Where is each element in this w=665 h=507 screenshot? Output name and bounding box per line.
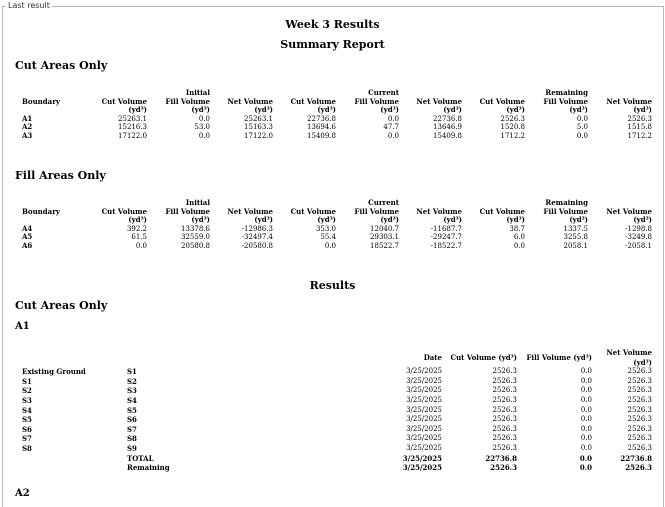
table-row bbox=[22, 115, 652, 124]
header-unit: (yd³) bbox=[569, 105, 588, 115]
volume-value: -11687.7 bbox=[430, 224, 462, 233]
header-net-volume: Net Volume (yd³) bbox=[606, 348, 652, 367]
volume-value: 0.0 bbox=[135, 241, 147, 250]
detail-value: 2526.3 bbox=[492, 395, 517, 404]
remaining-label: Remaining bbox=[127, 463, 170, 473]
surface-name: S4 bbox=[127, 395, 137, 405]
header-net-volume: Net Volume bbox=[416, 206, 462, 216]
volume-value: 12040.7 bbox=[370, 224, 399, 233]
header-row-units bbox=[22, 106, 652, 115]
header-unit: (yd³) bbox=[317, 215, 336, 225]
volume-value: -18522.7 bbox=[430, 241, 462, 250]
volume-value: 13378.6 bbox=[181, 224, 210, 233]
header-cut-volume: Cut Volume bbox=[101, 96, 147, 106]
header-unit: (yd³) bbox=[633, 105, 652, 115]
header-unit: (yd³) bbox=[506, 105, 525, 115]
detail-value: 2526.3 bbox=[492, 434, 517, 443]
table-row bbox=[22, 396, 652, 406]
header-date: Date bbox=[423, 352, 442, 362]
volume-value: 32559.0 bbox=[181, 233, 210, 242]
detail-value: 0.0 bbox=[580, 405, 592, 414]
volume-value: 1337.5 bbox=[563, 224, 588, 233]
boundary-name: A1 bbox=[22, 113, 33, 123]
detail-value: 3/25/2025 bbox=[406, 395, 442, 404]
surface-name: S8 bbox=[22, 443, 32, 453]
boundary-name: A4 bbox=[22, 223, 33, 233]
detail-value: 2526.3 bbox=[492, 386, 517, 395]
volume-value: 0.0 bbox=[576, 131, 588, 140]
header-group-label: Remaining bbox=[545, 198, 588, 207]
header-unit: (yd³) bbox=[254, 215, 273, 225]
surface-name: S7 bbox=[22, 434, 32, 444]
header-unit: (yd³) bbox=[317, 105, 336, 115]
volume-value: 1712.2 bbox=[500, 131, 525, 140]
table-row bbox=[22, 434, 652, 444]
table-row bbox=[22, 367, 652, 377]
volume-value: 0.0 bbox=[576, 114, 588, 123]
detail-value: 0.0 bbox=[580, 415, 592, 424]
detail-value: 2526.3 bbox=[492, 415, 517, 424]
total-value: 22736.8 bbox=[485, 453, 517, 463]
header-fill-volume: Fill Volume bbox=[543, 96, 588, 106]
header-unit: (yd³) bbox=[128, 215, 147, 225]
boundary-name: A2 bbox=[22, 122, 33, 132]
header-fill-volume: Fill Volume bbox=[165, 206, 210, 216]
header-unit: (yd³) bbox=[443, 105, 462, 115]
total-row bbox=[22, 454, 652, 464]
row-spacer bbox=[22, 454, 127, 464]
volume-value: 392.2 bbox=[126, 224, 147, 233]
table-row bbox=[22, 444, 652, 454]
detail-value: 2526.3 bbox=[627, 386, 652, 395]
header-unit: (yd³) bbox=[128, 105, 147, 115]
detail-header-row bbox=[22, 348, 652, 367]
volume-value: 18522.7 bbox=[370, 241, 399, 250]
remaining-value: 2526.3 bbox=[625, 463, 652, 473]
surface-name: S6 bbox=[127, 415, 137, 425]
header-spacer bbox=[22, 348, 127, 367]
remaining-value: 2526.3 bbox=[490, 463, 517, 473]
volume-value: 47.7 bbox=[383, 123, 399, 132]
header-unit: (yd³) bbox=[191, 215, 210, 225]
total-value: 22736.8 bbox=[620, 453, 652, 463]
surface-name: Existing Ground bbox=[22, 367, 86, 377]
total-label: TOTAL bbox=[127, 453, 154, 463]
volume-value: 15163.3 bbox=[244, 123, 273, 132]
volume-value: 1520.8 bbox=[500, 123, 525, 132]
header-unit: (yd³) bbox=[506, 215, 525, 225]
header-group-label: Initial bbox=[185, 198, 210, 207]
remaining-value: 3/25/2025 bbox=[402, 463, 442, 473]
detail-value: 3/25/2025 bbox=[406, 367, 442, 376]
boundary-name: A5 bbox=[22, 232, 33, 242]
total-value: 0.0 bbox=[579, 453, 592, 463]
row-spacer bbox=[22, 463, 127, 473]
table-row bbox=[22, 377, 652, 387]
header-net-volume: Net Volume bbox=[227, 206, 273, 216]
detail-value: 3/25/2025 bbox=[406, 424, 442, 433]
header-group-label: Current bbox=[368, 88, 399, 97]
volume-value: 1515.8 bbox=[627, 123, 652, 132]
table-row bbox=[22, 386, 652, 396]
volume-value: 17122.0 bbox=[118, 131, 147, 140]
volume-value: 15409.8 bbox=[307, 131, 336, 140]
header-net-volume: Net Volume bbox=[227, 96, 273, 106]
table-row bbox=[22, 242, 652, 251]
detail-value: 2526.3 bbox=[627, 415, 652, 424]
report-subtitle: Summary Report bbox=[280, 38, 385, 51]
detail-value: 2526.3 bbox=[627, 424, 652, 433]
detail-value: 0.0 bbox=[580, 367, 592, 376]
detail-value: 3/25/2025 bbox=[406, 415, 442, 424]
detail-value: 3/25/2025 bbox=[406, 434, 442, 443]
header-unit: (yd³) bbox=[380, 105, 399, 115]
detail-value: 0.0 bbox=[580, 395, 592, 404]
header-unit: (yd³) bbox=[633, 215, 652, 225]
volume-value: 25263.1 bbox=[118, 114, 147, 123]
header-spacer bbox=[127, 348, 242, 367]
surface-name: S1 bbox=[127, 367, 137, 377]
table-row bbox=[22, 233, 652, 242]
detail-value: 2526.3 bbox=[492, 443, 517, 452]
header-unit: (yd³) bbox=[380, 215, 399, 225]
header-boundary: Boundary bbox=[22, 206, 60, 216]
surface-name: S3 bbox=[22, 395, 32, 405]
detail-value: 0.0 bbox=[580, 434, 592, 443]
volume-value: 13646.9 bbox=[433, 123, 462, 132]
volume-value: -32497.4 bbox=[241, 233, 273, 242]
detail-value: 3/25/2025 bbox=[406, 443, 442, 452]
volume-value: 0.0 bbox=[198, 131, 210, 140]
remaining-value: 0.0 bbox=[579, 463, 592, 473]
volume-value: 2058.1 bbox=[563, 241, 588, 250]
header-net-volume: Net Volume bbox=[606, 96, 652, 106]
volume-value: -29247.7 bbox=[430, 233, 462, 242]
volume-value: 1712.2 bbox=[627, 131, 652, 140]
volume-value: 15409.8 bbox=[433, 131, 462, 140]
report-title: Week 3 Results bbox=[285, 18, 380, 31]
volume-value: 353.0 bbox=[315, 224, 336, 233]
table-row bbox=[22, 425, 652, 435]
detail-value: 0.0 bbox=[580, 443, 592, 452]
boundary-name: A6 bbox=[22, 240, 33, 250]
header-boundary: Boundary bbox=[22, 96, 60, 106]
detail-value: 0.0 bbox=[580, 376, 592, 385]
surface-name: S2 bbox=[22, 386, 32, 396]
fill-areas-table bbox=[22, 199, 652, 251]
volume-value: 53.0 bbox=[194, 123, 210, 132]
detail-value: 3/25/2025 bbox=[406, 386, 442, 395]
volume-value: 0.0 bbox=[387, 114, 399, 123]
surface-name: S8 bbox=[127, 434, 137, 444]
table-row bbox=[22, 225, 652, 234]
volume-value: -1298.8 bbox=[625, 224, 652, 233]
volume-value: 0.0 bbox=[324, 241, 336, 250]
surface-name: S1 bbox=[22, 376, 32, 386]
table-row bbox=[22, 132, 652, 141]
area-a2-heading: A2 bbox=[15, 488, 30, 499]
detail-value: 2526.3 bbox=[627, 405, 652, 414]
header-fill-volume: Fill Volume bbox=[354, 96, 399, 106]
header-row-names bbox=[22, 208, 652, 217]
header-group-label: Initial bbox=[185, 88, 210, 97]
volume-value: -2058.1 bbox=[625, 241, 652, 250]
volume-value: 55.4 bbox=[320, 233, 336, 242]
volume-value: -12986.3 bbox=[241, 224, 273, 233]
detail-value: 3/25/2025 bbox=[406, 405, 442, 414]
table-row bbox=[22, 406, 652, 416]
volume-value: 0.0 bbox=[513, 241, 525, 250]
remaining-row bbox=[22, 463, 652, 473]
surface-name: S2 bbox=[127, 376, 137, 386]
detail-value: 2526.3 bbox=[492, 376, 517, 385]
cut-areas-heading: Cut Areas Only bbox=[15, 59, 108, 72]
surface-name: S6 bbox=[22, 424, 32, 434]
header-net-volume: Net Volume bbox=[416, 96, 462, 106]
boundary-name: A3 bbox=[22, 130, 33, 140]
volume-value: 0.0 bbox=[198, 114, 210, 123]
fill-areas-heading: Fill Areas Only bbox=[15, 169, 106, 182]
volume-value: 22736.8 bbox=[433, 114, 462, 123]
detail-value: 2526.3 bbox=[627, 376, 652, 385]
results-heading: Results bbox=[309, 279, 356, 292]
area-a1-heading: A1 bbox=[15, 321, 30, 332]
header-row-names bbox=[22, 98, 652, 107]
header-unit: (yd³) bbox=[569, 215, 588, 225]
volume-value: 5.0 bbox=[576, 123, 588, 132]
table-row bbox=[22, 123, 652, 132]
header-unit: (yd³) bbox=[443, 215, 462, 225]
detail-value: 2526.3 bbox=[492, 367, 517, 376]
header-cut-volume: Cut Volume bbox=[101, 206, 147, 216]
volume-value: 20580.8 bbox=[181, 241, 210, 250]
volume-value: 15216.3 bbox=[118, 123, 147, 132]
surface-name: S4 bbox=[22, 405, 32, 415]
header-fill-volume: Fill Volume bbox=[165, 96, 210, 106]
detail-value: 2526.3 bbox=[627, 434, 652, 443]
volume-value: 61.5 bbox=[131, 233, 147, 242]
header-unit: (yd³) bbox=[254, 105, 273, 115]
volume-value: 17122.0 bbox=[244, 131, 273, 140]
detail-value: 2526.3 bbox=[627, 367, 652, 376]
volume-value: -20580.8 bbox=[241, 241, 273, 250]
area-a1-table bbox=[22, 348, 652, 473]
volume-value: 2526.3 bbox=[500, 114, 525, 123]
table-row bbox=[22, 415, 652, 425]
detail-value: 2526.3 bbox=[492, 424, 517, 433]
volume-value: 25263.1 bbox=[244, 114, 273, 123]
volume-value: 3255.8 bbox=[563, 233, 588, 242]
volume-value: -3249.8 bbox=[625, 233, 652, 242]
surface-name: S7 bbox=[127, 424, 137, 434]
volume-value: 13694.6 bbox=[307, 123, 336, 132]
header-fill-volume: Fill Volume (yd³) bbox=[526, 352, 592, 362]
volume-value: 38.7 bbox=[509, 224, 525, 233]
surface-name: S5 bbox=[127, 405, 137, 415]
header-cut-volume: Cut Volume bbox=[290, 206, 336, 216]
detail-value: 2526.3 bbox=[627, 443, 652, 452]
total-value: 3/25/2025 bbox=[402, 453, 442, 463]
detail-value: 2526.3 bbox=[627, 395, 652, 404]
header-fill-volume: Fill Volume bbox=[354, 206, 399, 216]
cut-areas-table bbox=[22, 89, 652, 141]
volume-value: 0.0 bbox=[387, 131, 399, 140]
volume-value: 6.0 bbox=[513, 233, 525, 242]
surface-name: S9 bbox=[127, 443, 137, 453]
volume-value: 2526.3 bbox=[627, 114, 652, 123]
detail-value: 2526.3 bbox=[492, 405, 517, 414]
header-unit: (yd³) bbox=[191, 105, 210, 115]
header-cut-volume: Cut Volume (yd³) bbox=[450, 352, 517, 362]
volume-value: 22736.8 bbox=[307, 114, 336, 123]
results-section-heading: Cut Areas Only bbox=[15, 299, 108, 312]
header-group-label: Remaining bbox=[545, 88, 588, 97]
header-row-units bbox=[22, 216, 652, 225]
detail-value: 3/25/2025 bbox=[406, 376, 442, 385]
header-cut-volume: Cut Volume bbox=[479, 96, 525, 106]
header-cut-volume: Cut Volume bbox=[479, 206, 525, 216]
header-cut-volume: Cut Volume bbox=[290, 96, 336, 106]
header-net-volume: Net Volume bbox=[606, 206, 652, 216]
surface-name: S5 bbox=[22, 415, 32, 425]
surface-name: S3 bbox=[127, 386, 137, 396]
detail-value: 0.0 bbox=[580, 386, 592, 395]
volume-value: 29303.1 bbox=[370, 233, 399, 242]
header-fill-volume: Fill Volume bbox=[543, 206, 588, 216]
header-group-label: Current bbox=[368, 198, 399, 207]
frame-legend: Last result bbox=[8, 1, 50, 10]
detail-value: 0.0 bbox=[580, 424, 592, 433]
